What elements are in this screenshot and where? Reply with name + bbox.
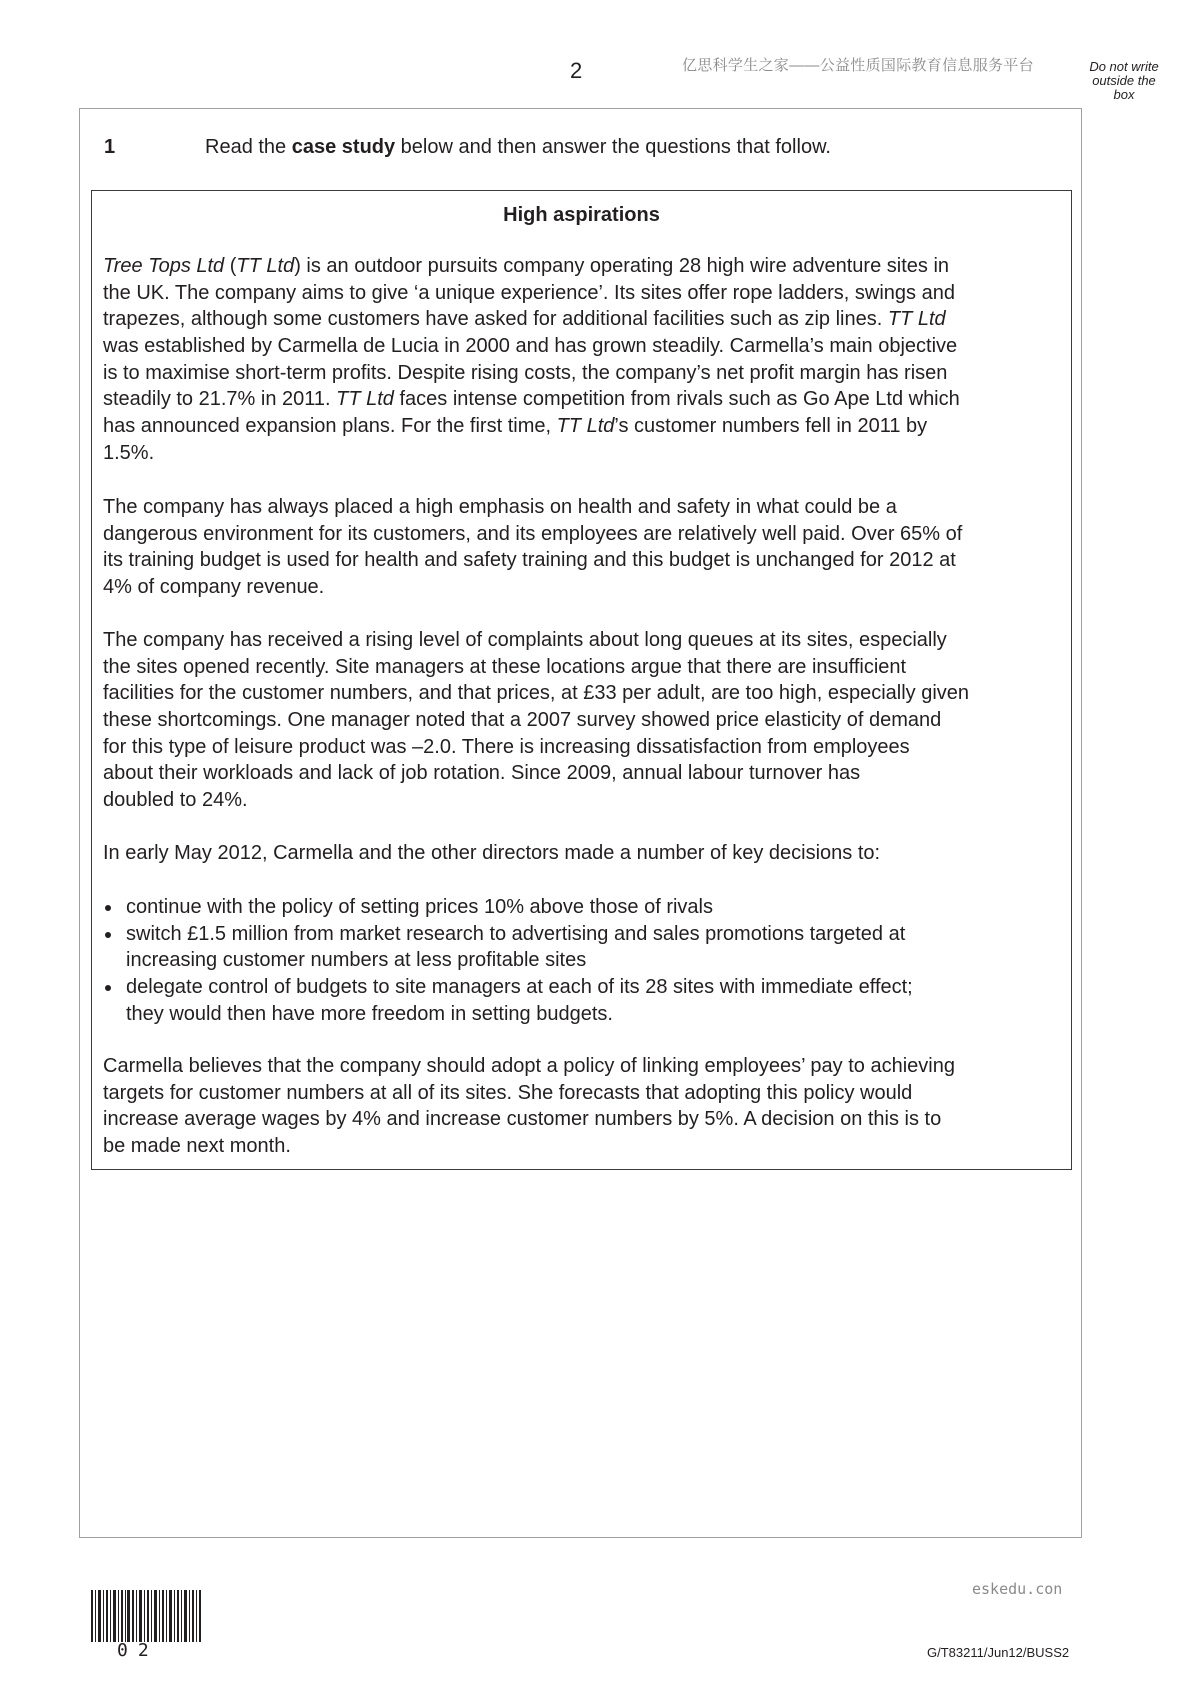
case-paragraph-2 [103, 494, 1065, 601]
text-line: Carmella believes that the company should adopt a policy of linking employees’ pay to achieving [103, 1055, 955, 1077]
bullet-icon [105, 905, 111, 911]
text-line [103, 360, 1065, 387]
company-abbr: TT Ltd [887, 308, 946, 331]
text-line: for this type of leisure product was –2.0. There is increasing dissatisfaction from employees [103, 735, 910, 758]
margin-note-line: outside the [1092, 73, 1156, 88]
text-line: the sites opened recently. Site managers at these locations argue that there are insufficient [103, 655, 907, 678]
case-paragraph-3 [103, 627, 1065, 814]
text-line: targets for customer numbers at all of its sites. She forecasts that adopting this policy would [103, 1081, 913, 1104]
text-line: be made next month. [103, 1135, 291, 1158]
text-line: facilities for the customer numbers, and that prices, at £33 per adult, are too high, especially given [103, 682, 970, 705]
margin-note [1082, 60, 1166, 102]
company-name: Tree Tops Ltd [103, 255, 225, 277]
text-line: its training budget is used for health and safety training and this budget is unchanged for 2012 at [103, 549, 956, 572]
question-instruction [205, 136, 831, 159]
text-line: these shortcomings. One manager noted that a 2007 survey showed price elasticity of demand [103, 709, 942, 732]
text-line [103, 333, 1065, 360]
instruction-text: below and then answer the questions that follow. [395, 136, 831, 158]
text-span: ’s customer numbers fell in 2011 by [614, 415, 928, 438]
company-abbr: TT Ltd [236, 255, 295, 277]
text-span: steadily to 21.7% in 2011. [103, 388, 337, 411]
list-item [103, 921, 1065, 948]
list-item [103, 974, 1065, 1001]
text-line: In early May 2012, Carmella and the other directors made a number of key decisions to: [103, 842, 881, 864]
company-abbr: TT Ltd [556, 415, 615, 438]
question-number: 1 [104, 136, 116, 158]
text-span: faces intense competition from rivals such as Go Ape Ltd which [393, 388, 960, 411]
text-span: delegate control of budgets to site managers at each of its 28 sites with immediate effect; [126, 976, 913, 999]
text-line [103, 386, 1065, 413]
text-span: switch £1.5 million from market research to advertising and sales promotions targeted at [126, 922, 906, 945]
text-line [103, 280, 1065, 307]
company-abbr: TT Ltd [336, 388, 394, 411]
text-span: the UK. The company aims to give ‘a unique experience’. Its sites offer rope ladders, swings and [103, 281, 955, 304]
text-line: The company has received a rising level of complaints about long queues at its sites, especially [103, 629, 947, 651]
case-study-title: High aspirations [503, 204, 660, 226]
list-item [103, 894, 1065, 921]
text-line [103, 253, 1065, 280]
text-span: is to maximise short-term profits. Despite rising costs, the company’s net profit margin has risen [103, 361, 948, 384]
text-span: ( [224, 255, 237, 277]
bullet-icon [105, 932, 111, 938]
case-paragraph-4 [103, 840, 1065, 867]
text-line [103, 440, 1065, 467]
list-item-continuation: they would then have more freedom in setting budgets. [126, 1002, 613, 1025]
instruction-bold: case study [291, 136, 396, 158]
text-line [103, 306, 1065, 333]
text-line: The company has always placed a high emphasis on health and safety in what could be a [103, 496, 897, 518]
text-span: ) is an outdoor pursuits company operating 28 high wire adventure sites in [294, 255, 950, 277]
text-line: dangerous environment for its customers, and its employees are relatively well paid. Over 65% of [103, 522, 963, 545]
document-reference: G/T83211/Jun12/BUSS2 [927, 1645, 1070, 1660]
barcode-icon [91, 1590, 201, 1642]
decision-list [103, 894, 1065, 1027]
margin-note-line: Do not write [1089, 59, 1159, 74]
text-span: was established by Carmella de Lucia in 2000 and has grown steadily. Carmella’s main objective [103, 335, 958, 358]
list-item-continuation: increasing customer numbers at less profitable sites [126, 949, 587, 972]
text-line: increase average wages by 4% and increase customer numbers by 5%. A decision on this is to [103, 1108, 942, 1131]
margin-note-line: box [1113, 87, 1135, 102]
text-span: 1.5%. [103, 441, 155, 464]
page-number: 2 [570, 58, 583, 83]
footer-watermark: eskedu.con [972, 1580, 1063, 1598]
barcode-number: 02 [117, 1640, 159, 1661]
bullet-icon [105, 985, 111, 991]
text-span: continue with the policy of setting prices 10% above those of rivals [126, 896, 713, 918]
text-line [103, 413, 1065, 440]
text-line: 4% of company revenue. [103, 576, 325, 599]
instruction-text: Read the [205, 136, 292, 158]
text-line: doubled to 24%. [103, 789, 248, 812]
text-span: has announced expansion plans. For the first time, [103, 415, 557, 438]
watermark-header: 亿思科学生之家——公益性质国际教育信息服务平台 [682, 57, 1034, 74]
case-paragraph-5 [103, 1053, 1065, 1160]
case-paragraph-1 [103, 253, 1065, 467]
text-span: trapezes, although some customers have asked for additional facilities such as zip lines. [103, 308, 888, 331]
text-line: about their workloads and lack of job rotation. Since 2009, annual labour turnover has [103, 762, 861, 785]
